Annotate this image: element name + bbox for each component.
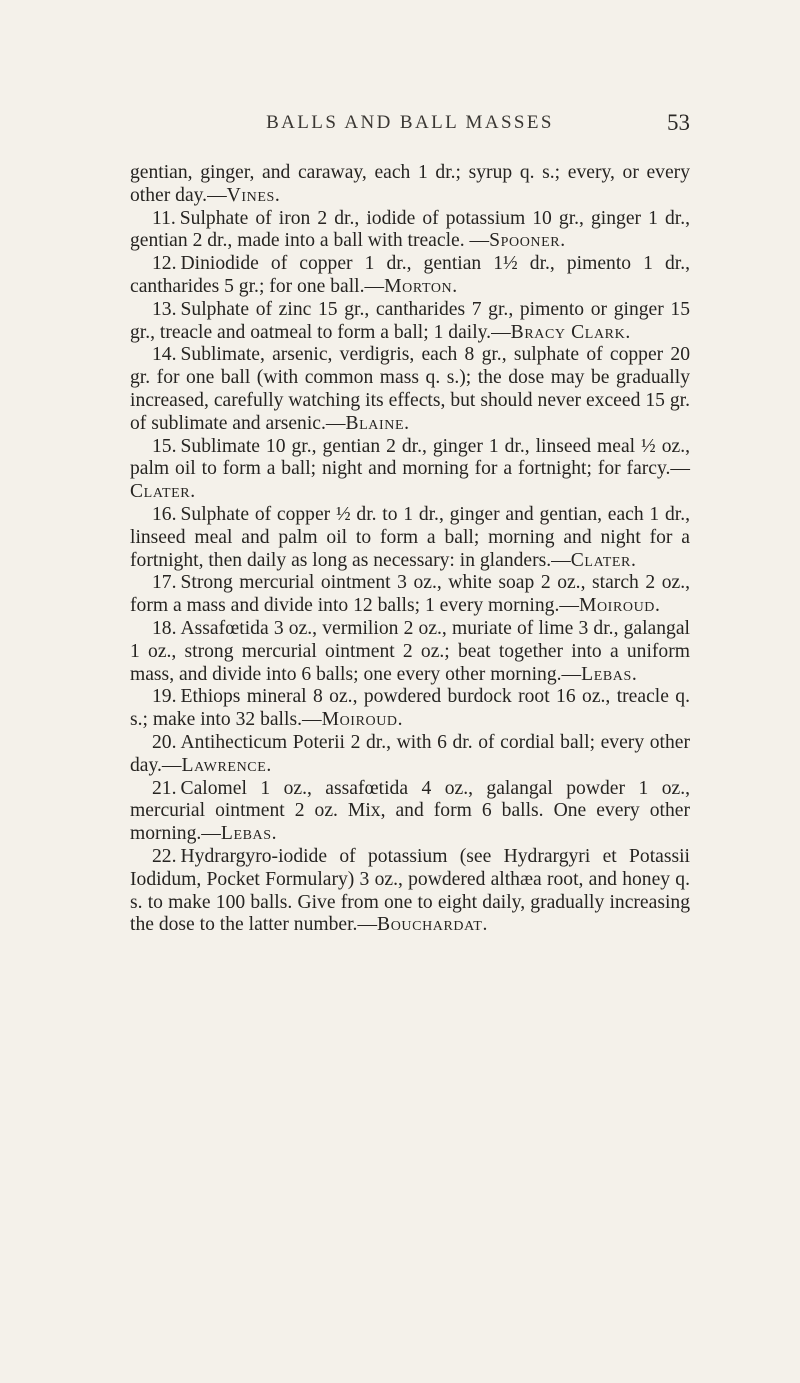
author-name: Bracy Clark. <box>510 321 631 343</box>
author-name: Moiroud. <box>578 595 661 617</box>
author-name: Blaine. <box>345 412 410 434</box>
entry-text: Assafœtida 3 oz., vermilion 2 oz., muriate of lime 3 dr., galangal 1 oz., strong mercurial ointment 2 oz.; beat together into a uniform mass, and divide into 6 balls; one every other morning.— <box>130 617 690 685</box>
entry-text: Calomel 1 oz., assafœtida 4 oz., galangal powder 1 oz., mercurial ointment 2 oz. Mix, and form 6 balls. One every other morning.— <box>130 777 690 845</box>
entry-number: 22. <box>152 845 177 867</box>
recipe-entry-22 <box>130 846 690 937</box>
author-name: Moiroud. <box>321 709 404 731</box>
running-head <box>130 110 690 144</box>
entry-number: 18. <box>152 617 177 639</box>
entry-text: Antihecticum Poterii 2 dr., with 6 dr. of cordial ball; every other day.— <box>130 731 690 776</box>
entry-number: 15. <box>152 435 177 457</box>
entry-text: Diniodide of copper 1 dr., gentian 1½ dr., pimento 1 dr., cantharides 5 gr.; for one ball.— <box>130 253 690 297</box>
entry-text: Sublimate, arsenic, verdigris, each 8 gr., sulphate of copper 20 gr. for one ball (with common mass q. s.); the dose may be gradually increased, carefully watching its effects, but should never exceed 15 gr. of sublimate and arsenic.— <box>130 344 690 434</box>
recipe-entry-18 <box>130 618 690 686</box>
paragraph-text: gentian, ginger, and caraway, each 1 dr.; syrup q. s.; every, or every other day.— <box>130 162 690 206</box>
recipe-entry-15 <box>130 436 690 504</box>
recipe-entry-11 <box>130 208 690 254</box>
continuation-paragraph <box>130 162 690 208</box>
entry-number: 14. <box>152 344 177 366</box>
author-name: Bouchardat. <box>377 914 488 936</box>
recipe-entry-17 <box>130 572 690 618</box>
author-name: Lebas. <box>220 823 278 845</box>
recipe-entry-20 <box>130 732 690 778</box>
entry-number: 12. <box>152 253 177 275</box>
entry-number: 11. <box>152 207 176 229</box>
body-text <box>130 162 690 937</box>
author-name: Morton. <box>384 275 458 297</box>
entry-number: 20. <box>152 731 177 753</box>
author-name: Spooner. <box>489 230 566 252</box>
author-name: Lebas. <box>581 663 638 685</box>
recipe-entry-16 <box>130 504 690 572</box>
entry-text: Sulphate of zinc 15 gr., cantharides 7 gr., pimento or ginger 15 gr., treacle and oatmeal to form a ball; 1 daily.— <box>130 298 690 343</box>
page-number: 53 <box>667 110 690 135</box>
entry-text: Ethiops mineral 8 oz., powdered burdock root 16 oz., treacle q. s.; make into 32 balls.— <box>130 686 690 731</box>
entry-number: 21. <box>152 777 177 799</box>
recipe-entry-14 <box>130 344 690 435</box>
entry-number: 19. <box>152 686 177 708</box>
entry-text: Sulphate of copper ½ dr. to 1 dr., ginger and gentian, each 1 dr., linseed meal and palm oil to form a ball; morning and night for a fortnight, then daily as long as necessary: in glanders.— <box>130 503 690 571</box>
author-name: Clater. <box>570 549 637 571</box>
recipe-entry-21 <box>130 778 690 846</box>
entry-text: Sublimate 10 gr., gentian 2 dr., ginger 1 dr., linseed meal ½ oz., palm oil to form a ball; night and morning for a fortnight; for farcy.— <box>130 435 690 480</box>
entry-text: Sulphate of iron 2 dr., iodide of potassium 10 gr., ginger 1 dr., gentian 2 dr., made into a ball with treacle. — <box>130 207 690 252</box>
author-name: Vines. <box>226 184 281 206</box>
entry-text: Hydrargyro-iodide of potassium (see Hydrargyri et Potassii Iodidum, Pocket Formulary) 3 oz., powdered althæa root, and honey q. s. to make 100 balls. Give from one to eight daily, gradually increasing the dose to the latter number.— <box>130 845 690 936</box>
entry-text: Strong mercurial ointment 3 oz., white soap 2 oz., starch 2 oz., form a mass and divide into 12 balls; 1 every morning.— <box>130 572 690 617</box>
author-name: Lawrence. <box>181 754 272 776</box>
recipe-entry-12 <box>130 253 690 299</box>
author-name: Clater. <box>130 481 196 503</box>
entry-number: 17. <box>152 572 177 594</box>
entry-number: 16. <box>152 503 177 525</box>
recipe-entry-13 <box>130 299 690 345</box>
recipe-entry-19 <box>130 686 690 732</box>
running-head-title: BALLS AND BALL MASSES <box>266 112 554 133</box>
entry-number: 13. <box>152 298 177 320</box>
